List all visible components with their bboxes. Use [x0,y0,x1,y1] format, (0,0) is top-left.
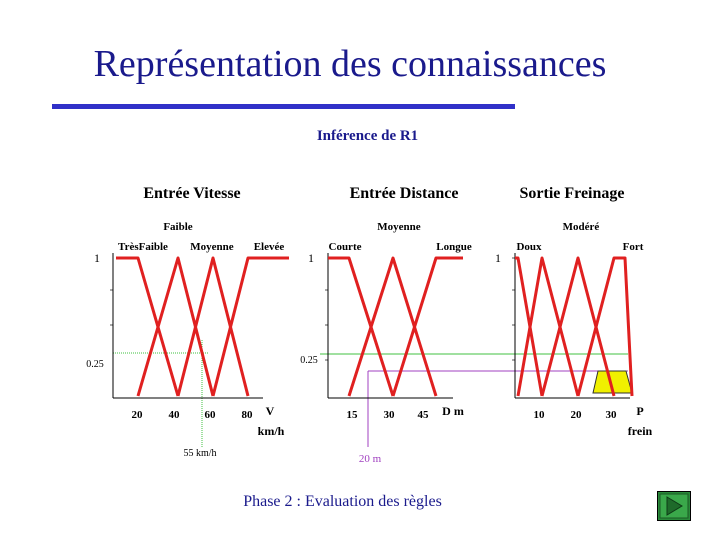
speed-tick-20: 20 [131,409,143,421]
speed-input-label: 55 km/h [183,448,217,459]
distance-axis-label: D m [442,404,464,418]
braking-tick-20: 20 [570,409,582,421]
braking-tick-30: 30 [605,409,617,421]
speed-axis-label: V [265,404,275,418]
distance-longue-label: Longue [436,241,472,253]
speed-unit-label: km/h [257,424,285,438]
speed-tresfaible-label: TrèsFaible [118,241,168,253]
distance-moyenne-label: Moyenne [377,221,421,233]
next-slide-icon [657,491,691,521]
speed-elevee-label: Elevée [253,241,285,253]
distance-y-one: 1 [308,251,314,265]
speed-tick-80: 80 [241,409,253,421]
braking-doux-label: Doux [516,241,542,253]
distance-tick-30: 30 [383,409,395,421]
speed-tick-60: 60 [204,409,216,421]
slide-footer: Phase 2 : Evaluation des règles [243,493,442,510]
y-tick-marks [110,258,515,360]
distance-input-label: 20 m [358,453,382,465]
speed-faible-label: Faible [163,221,193,233]
distance-tick-45: 45 [417,409,429,421]
braking-heading: Sortie Freinage [519,185,625,202]
speed-y-quarter: 0.25 [86,359,104,370]
speed-moyenne-curve [178,258,248,396]
braking-unit-label: frein [627,424,653,438]
distance-courte-curve [328,258,393,396]
distance-heading: Entrée Distance [349,185,459,202]
distance-moyenne-curve [349,258,436,396]
braking-modere-label: Modéré [562,221,600,233]
speed-tick-40: 40 [168,409,180,421]
speed-elevee-curve [213,258,289,396]
speed-tresfaible-curve [116,258,178,396]
braking-tick-10: 10 [533,409,545,421]
braking-axis-label: P [636,404,644,418]
next-slide-button[interactable] [657,491,691,521]
distance-tick-15: 15 [346,409,358,421]
distance-y-quarter: 0.25 [300,355,318,366]
speed-y-one: 1 [94,251,100,265]
speed-moyenne-label: Moyenne [190,241,234,253]
braking-y-one: 1 [495,251,501,265]
membership-curves [116,258,632,396]
braking-fort-label: Fort [622,241,644,253]
speed-heading: Entrée Vitesse [143,185,241,202]
distance-courte-label: Courte [328,241,362,253]
speed-faible-curve [138,258,213,396]
slide-subtitle: Inférence de R1 [316,128,419,144]
slide-title: Représentation des connaissances [93,43,607,85]
